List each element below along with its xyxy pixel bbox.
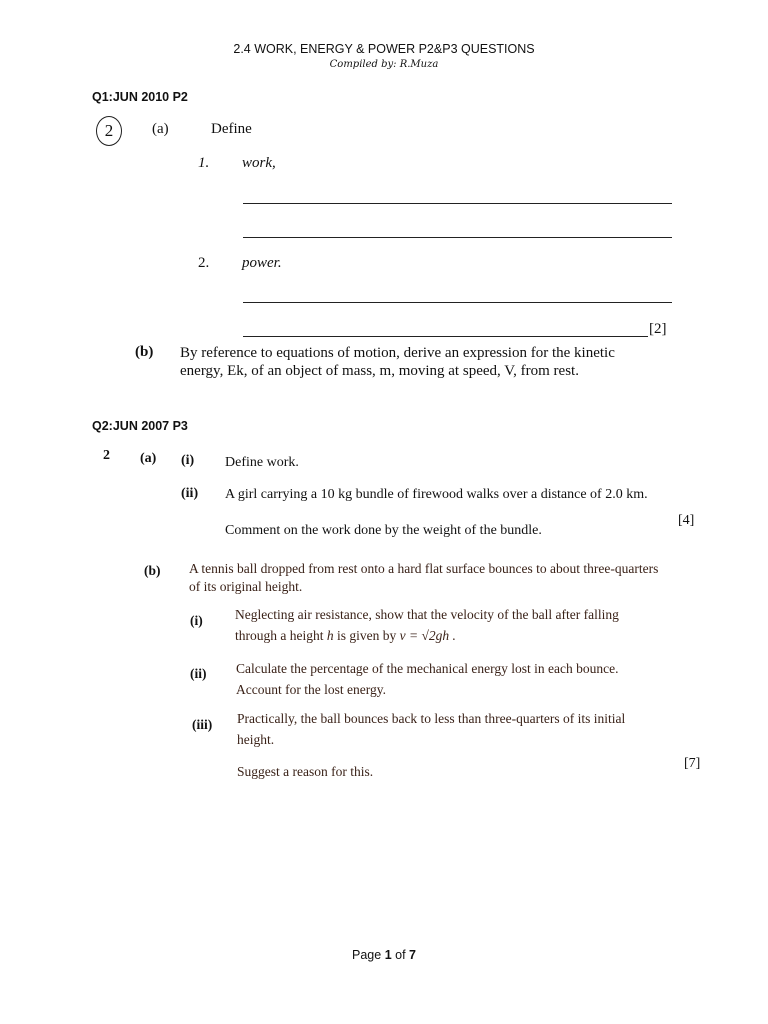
q1-marks: [2] (649, 321, 667, 337)
q1-part-b-line1: By reference to equations of motion, derive an expression for the kinetic (180, 345, 615, 361)
answer-line (243, 302, 672, 303)
q2-b-iii-line3: Suggest a reason for this. (237, 764, 374, 779)
q2-a-marks: [4] (678, 513, 695, 528)
q2-b-marks: [7] (684, 756, 701, 771)
q1-circled-number: 2 (96, 116, 122, 146)
q2-b-iii-line1: Practically, the ball bounces back to less than three-quarters of its initial (237, 711, 626, 726)
q2-a-ii-line1: A girl carrying a 10 kg bundle of firewood walks over a distance of 2.0 km. (225, 487, 648, 502)
q1-part-b-label: (b) (135, 344, 154, 360)
q2-b-i-line2 (235, 628, 456, 644)
q2-a-ii-line2: Comment on the work done by the weight of the bundle. (225, 523, 542, 538)
q1-item1-text: work, (242, 155, 276, 171)
answer-line (243, 203, 672, 204)
q2-b-i-formula: v = √2gh . (399, 628, 456, 643)
compiled-by-signature: Compiled by: R.Muza (329, 59, 439, 70)
q1-item1-number: 1. (198, 155, 210, 171)
q2-number: 2 (103, 448, 110, 463)
answer-line (243, 336, 648, 337)
q1-part-a-text: Define (211, 121, 252, 137)
answer-line (243, 237, 672, 238)
q2-b-ii-label: (ii) (190, 666, 207, 681)
q2-heading: Q2:JUN 2007 P3 (92, 419, 188, 433)
q2-a-i-label: (i) (181, 453, 195, 468)
q2-part-a-label: (a) (140, 451, 157, 466)
page-total: 7 (409, 948, 416, 962)
q2-b-i-line2-mid: is given by (336, 628, 397, 643)
q2-part-b-label: (b) (144, 563, 161, 578)
page-number (0, 948, 768, 962)
q2-b-i-variable-h: h (326, 628, 334, 643)
q2-b-iii-line2: height. (237, 732, 275, 747)
q1-item2-text: power. (242, 255, 282, 271)
page-word: Page (352, 948, 382, 962)
q2-a-i-text: Define work. (225, 455, 299, 470)
q2-b-i-line2-pre: through a height (235, 628, 324, 643)
q2-b-ii-line1: Calculate the percentage of the mechanical energy lost in each bounce. (236, 661, 619, 676)
q2-a-ii-label: (ii) (181, 486, 199, 501)
q1-heading: Q1:JUN 2010 P2 (92, 90, 188, 104)
of-word: of (395, 948, 406, 962)
q2-b-line1: A tennis ball dropped from rest onto a hard flat surface bounces to about three-quarters (189, 561, 659, 576)
page-current: 1 (384, 948, 392, 962)
q1-part-b-line2: energy, Ek, of an object of mass, m, moving at speed, V, from rest. (180, 363, 579, 379)
q2-b-line2: of its original height. (189, 579, 303, 594)
q2-b-i-label: (i) (190, 613, 203, 628)
document-title: 2.4 WORK, ENERGY & POWER P2&P3 QUESTIONS (233, 42, 535, 56)
q1-item2-number: 2. (198, 255, 210, 271)
q2-b-i-line1: Neglecting air resistance, show that the velocity of the ball after falling (235, 607, 619, 622)
q2-b-iii-label: (iii) (192, 717, 213, 732)
q1-part-a-label: (a) (152, 121, 169, 137)
q2-b-ii-line2: Account for the lost energy. (236, 682, 386, 697)
